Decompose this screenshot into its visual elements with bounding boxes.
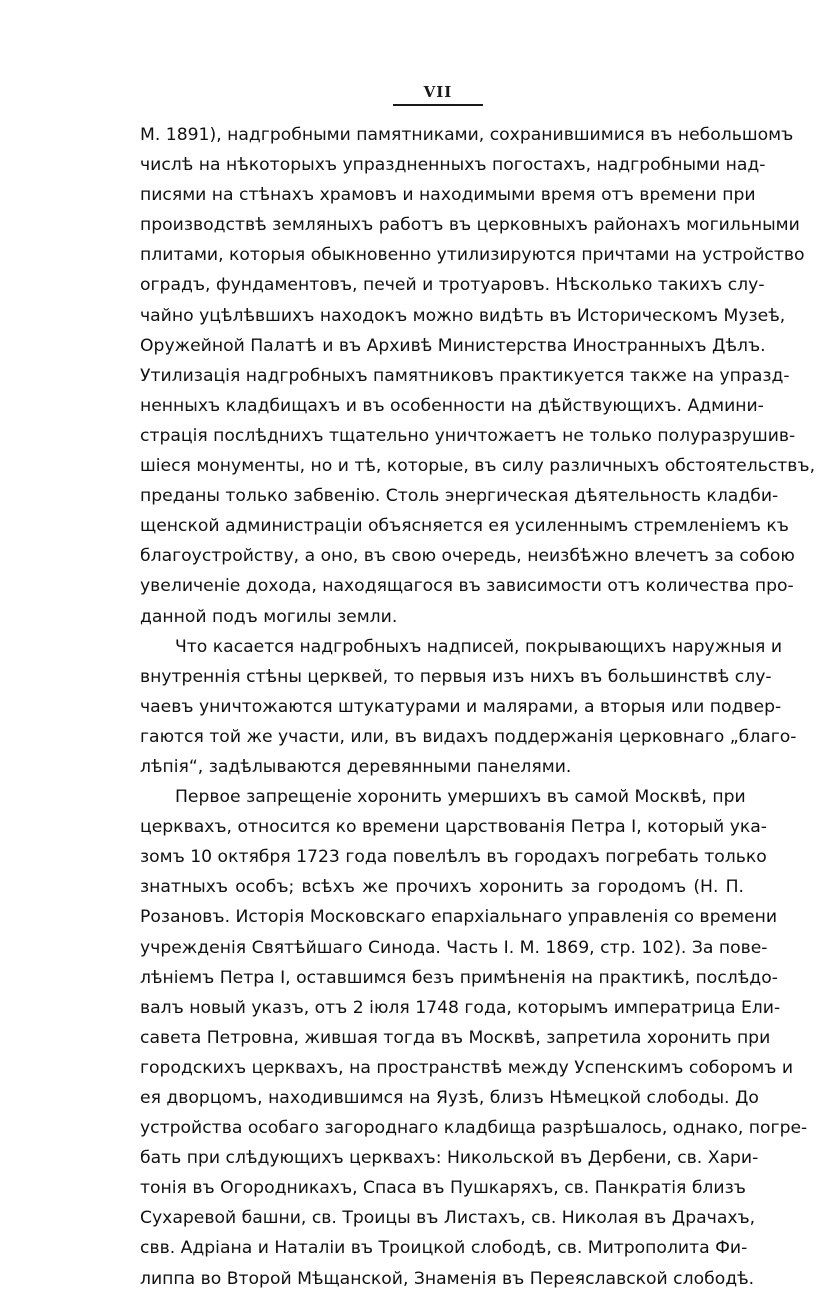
text-line: церквахъ, относится ко времени царствованія Петра I, который ука- [140,817,767,838]
text-line: Что касается надгробныхъ надписей, покрывающихъ наружныя и [175,636,782,657]
text-line: зомъ 10 октября 1723 года повелѣлъ въ городахъ погребать только [140,847,767,868]
text-line: М. 1891), надгробными памятниками, сохранившимися въ небольшомъ [140,125,794,145]
paragraph [140,120,816,632]
text-line: внутреннія стѣны церквей, то первыя изъ нихъ въ большинствѣ слу- [140,666,772,687]
text-line: щенской администраціи объясняется ея усиленнымъ стремленіемъ къ [140,516,789,537]
text-line: увеличеніе дохода, находящагося въ зависимости отъ количества про- [140,576,794,597]
text-line: ея дворцомъ, находившимся на Яузѣ, близъ Нѣмецкой слободы. До [140,1088,759,1108]
text-line: Сухаревой башни, св. Троицы въ Листахъ, св. Николая въ Драчахъ, [140,1208,756,1229]
text-line: чайно уцѣлѣвшихъ находокъ можно видѣть въ Историческомъ Музеѣ, [140,305,786,326]
page-number: VII [423,83,453,101]
text-line: Розановъ. Исторія Московскаго епархіальнаго управленія со времени [140,907,777,928]
text-line: устройства особаго загороднаго кладбища разрѣшалось, однако, погре- [140,1118,808,1139]
paragraph [140,632,797,782]
text-line: лѣпія“, задѣлываются деревянными панелями. [140,756,572,777]
body-text [140,120,816,1294]
text-line: липпа во Второй Мѣщанской, Знаменія въ Переяславской слободѣ. [140,1268,755,1289]
text-line: шіеся монументы, но и тѣ, которые, въ силу различныхъ обстоятельствъ, [140,456,816,477]
text-line: лѣніемъ Петра I, оставшимся безъ примѣненія на практикѣ, послѣдо- [140,967,778,988]
text-line: Утилизація надгробныхъ памятниковъ практикуется также на упразд- [140,365,790,386]
text-line: производствѣ земляныхъ работъ въ церковныхъ районахъ могильными [140,215,800,236]
text-line: плитами, которыя обыкновенно утилизируются причтами на устройство [140,245,805,266]
text-line: благоустройству, а оно, въ свою очередь, неизбѣжно влечетъ за собою [140,546,795,567]
header-rule [393,104,483,106]
text-line: савета Петровна, жившая тогда въ Москвѣ, запретила хоронить при [140,1027,771,1048]
text-line: учрежденія Святѣйшаго Синода. Часть I. М. 1869, стр. 102). За пове- [140,937,768,958]
text-line: тонія въ Огородникахъ, Спаса въ Пушкаряхъ, св. Панкратія близъ [140,1178,746,1199]
text-line: ненныхъ кладбищахъ и въ особенности на дѣйствующихъ. Админи- [140,395,764,416]
text-line: гаются той же участи, или, въ видахъ поддержанія церковнаго „благо- [140,726,797,747]
paragraph [140,782,808,1294]
text-line: числѣ на нѣкоторыхъ упраздненныхъ погостахъ, надгробными над- [140,155,766,176]
text-line: данной подъ могилы земли. [140,606,398,627]
text-line: Оружейной Палатѣ и въ Архивѣ Министерства Иностранныхъ Дѣлъ. [140,335,766,356]
text-line: чаевъ уничтожаются штукатурами и малярами, а вторыя или подвер- [140,696,782,717]
text-line: страція послѣднихъ тщательно уничтожаетъ не только полуразрушив- [140,425,796,446]
text-line: оградъ, фундаментовъ, печей и тротуаровъ. Нѣсколько такихъ слу- [140,275,765,296]
text-line: Первое запрещеніе хоронить умершихъ въ самой Москвѣ, при [175,787,746,808]
text-line: свв. Адріана и Наталіи въ Троицкой слободѣ, св. Митрополита Фи- [140,1238,748,1259]
text-line: писями на стѣнахъ храмовъ и находимыми время отъ времени при [140,185,756,206]
text-line: городскихъ церквахъ, на пространствѣ между Успенскимъ соборомъ и [140,1057,794,1078]
text-line: валъ новый указъ, отъ 2 іюля 1748 года, которымъ императрица Ели- [140,997,781,1018]
text-line: преданы только забвенію. Столь энергическая дѣятельность кладби- [140,486,779,507]
text-line: бать при слѣдующихъ церквахъ: Никольской въ Дербени, св. Хари- [140,1148,759,1169]
text-line: знатныхъ особъ; всѣхъ же прочихъ хоронить за городомъ (Н. П. [140,877,744,898]
